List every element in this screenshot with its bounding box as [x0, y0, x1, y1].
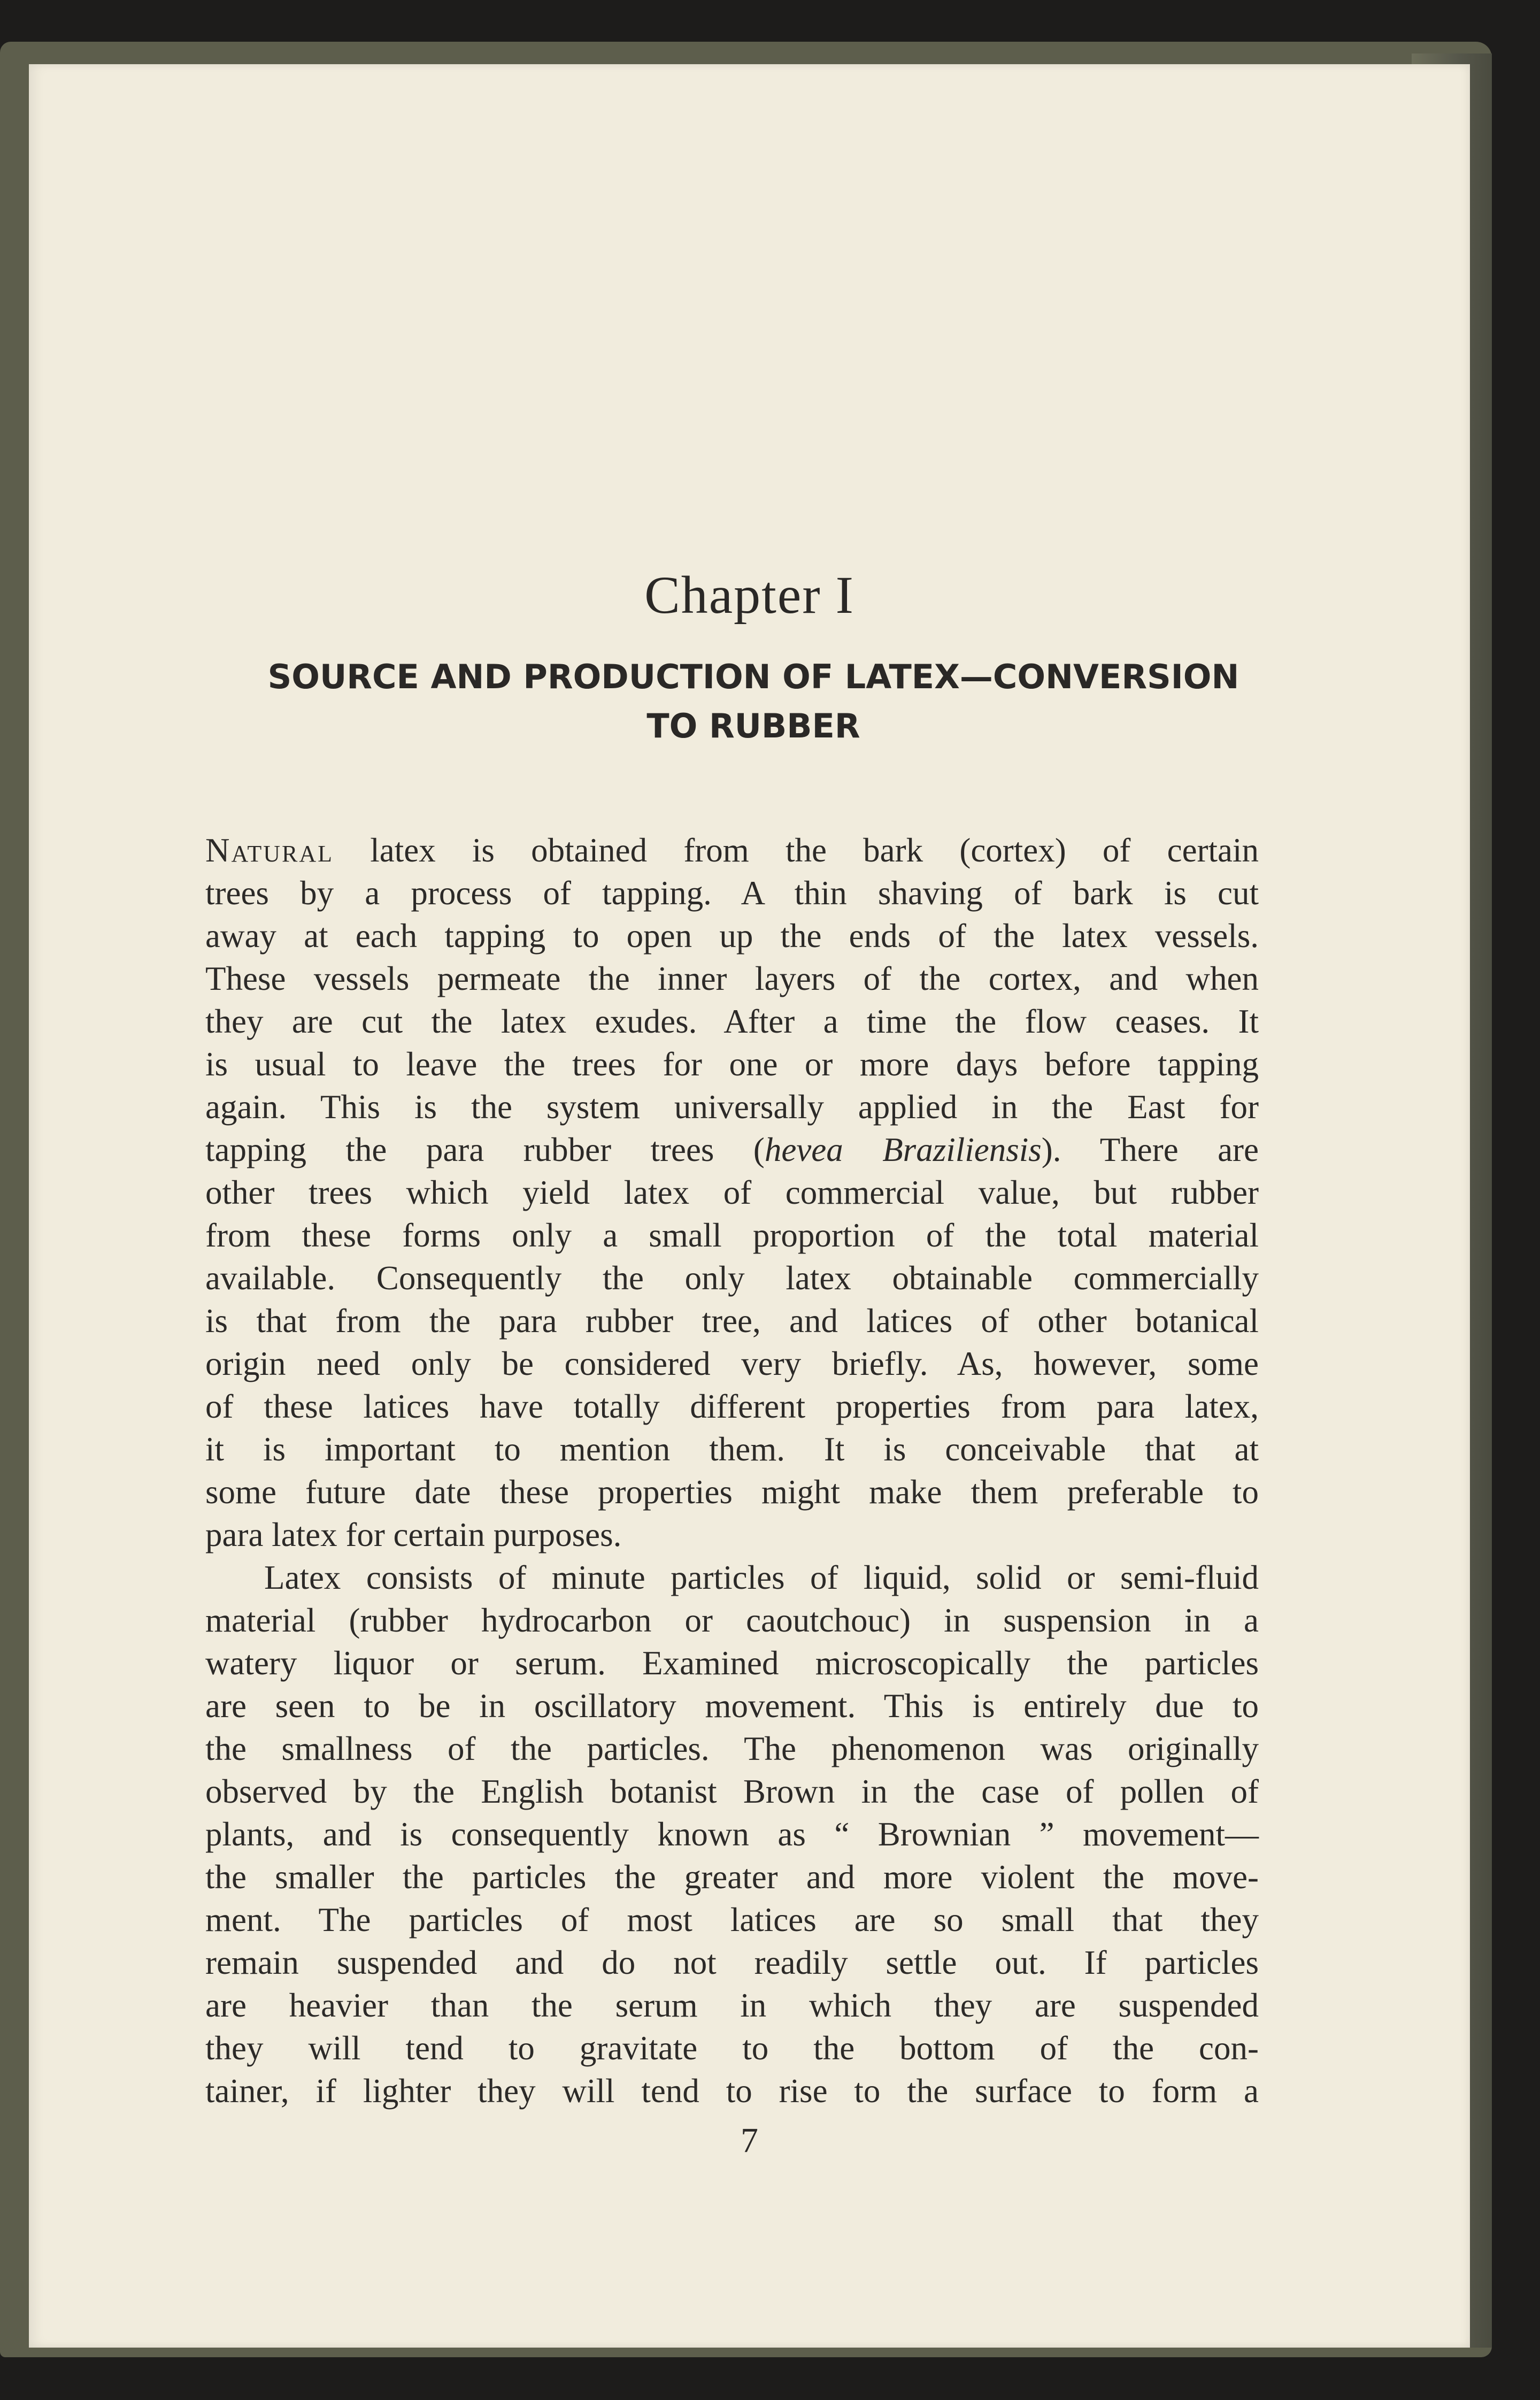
text-line: trees by a process of tapping. A thin shaving of bark is cut — [205, 874, 1259, 912]
text-line: watery liquor or serum. Examined microscopically the particles — [205, 1644, 1259, 1682]
text-line: are heavier than the serum in which they are suspended — [205, 1987, 1259, 2024]
text-line: tainer, if lighter they will tend to rise to the surface to form a — [205, 2072, 1259, 2110]
text-line: remain suspended and do not readily settle out. If particles — [205, 1944, 1259, 1981]
text-line: tapping the para rubber trees (hevea Braziliensis). There are — [205, 1131, 1259, 1168]
text-line: material (rubber hydrocarbon or caoutchouc) in suspension in a — [205, 1602, 1259, 1639]
text-line: is that from the para rubber tree, and latices of other botanical — [205, 1302, 1259, 1340]
chapter-title-line-1: SOURCE AND PRODUCTION OF LATEX—CONVERSION — [267, 657, 1239, 696]
text-line: again. This is the system universally applied in the East for — [205, 1088, 1259, 1126]
body-text — [205, 829, 1259, 2112]
chapter-title-line-2: TO RUBBER — [646, 706, 860, 745]
text-line: ment. The particles of most latices are so small that they — [205, 1901, 1259, 1939]
paragraph-1 — [205, 829, 1259, 1556]
text-line: para latex for certain purposes. — [205, 1516, 622, 1553]
text-line: of these latices have totally different properties from para latex, — [205, 1388, 1259, 1425]
text-line: they are cut the latex exudes. After a time the flow ceases. It — [205, 1003, 1259, 1040]
text-line: the smallness of the particles. The phenomenon was originally — [205, 1730, 1259, 1767]
text-line: it is important to mention them. It is conceivable that at — [205, 1430, 1259, 1468]
text-line: they will tend to gravitate to the bottom of the con- — [205, 2029, 1259, 2067]
paragraph-2 — [205, 1556, 1259, 2112]
italic-species-name: hevea Braziliensis — [764, 1131, 1042, 1168]
text-line: origin need only be considered very briefly. As, however, some — [205, 1345, 1259, 1382]
text-line: away at each tapping to open up the ends of the latex vessels. — [205, 917, 1259, 955]
text-line: observed by the English botanist Brown in the case of pollen of — [205, 1773, 1259, 1810]
chapter-title — [200, 652, 1307, 751]
text-line: are seen to be in oscillatory movement. This is entirely due to — [205, 1687, 1259, 1725]
drop-word: Natural — [205, 832, 334, 869]
text-line: from these forms only a small proportion of the total material — [205, 1217, 1259, 1254]
text-line: other trees which yield latex of commercial value, but rubber — [205, 1174, 1259, 1211]
text-line: available. Consequently the only latex obtainable commercially — [205, 1259, 1259, 1297]
text-line: These vessels permeate the inner layers of the cortex, and when — [205, 960, 1259, 997]
text-line: some future date these properties might make them preferable to — [205, 1473, 1259, 1511]
text-line: Latex consists of minute particles of liquid, solid or semi-fluid — [264, 1559, 1259, 1596]
chapter-heading: Chapter I — [644, 565, 854, 625]
text-line: is usual to leave the trees for one or more days before tapping — [205, 1045, 1259, 1083]
text-line: plants, and is consequently known as “ Brownian ” movement— — [205, 1816, 1259, 1853]
page-number: 7 — [741, 2121, 758, 2160]
book-page — [29, 64, 1470, 2348]
text-line: Natural latex is obtained from the bark (cortex) of certain — [205, 832, 1259, 869]
text-line: the smaller the particles the greater and more violent the move- — [205, 1858, 1259, 1896]
